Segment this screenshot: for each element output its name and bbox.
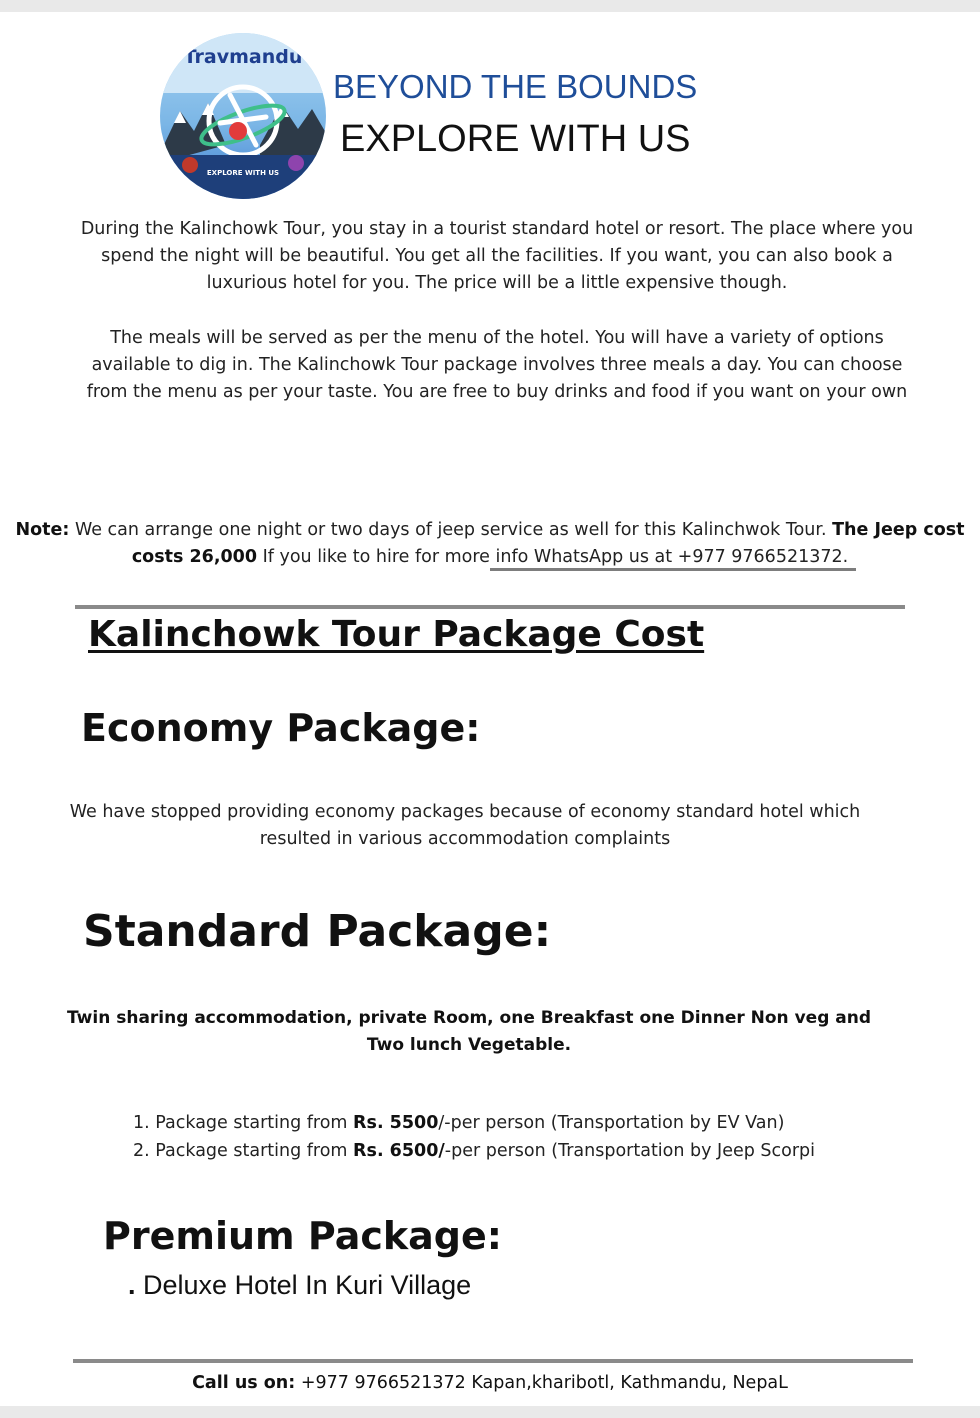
- list-item: 1. Package starting from Rs. 5500/-per person (Transportation by EV Van): [133, 1113, 785, 1133]
- note-text: We can arrange one night or two days of jeep service as well for this Kalinchwok Tour.: [69, 520, 833, 540]
- logo-tagline: EXPLORE WITH US: [206, 169, 280, 177]
- logo-wordmark: Travmandu: [183, 46, 303, 68]
- bullet: .: [128, 1270, 136, 1300]
- list-item: 2. Package starting from Rs. 6500/-per person (Transportation by Jeep Scorpi: [133, 1141, 816, 1161]
- intro-paragraph-meals: The meals will be served as per the menu of the hotel. You will have a variety of options available to dig in. The Kalinchowk Tour package involves three meals a day. You can choose from the menu as per your taste. You are free to buy drinks and food if you want on your own: [86, 328, 908, 402]
- premium-heading: Premium Package:: [103, 1214, 502, 1258]
- economy-description: We have stopped providing economy packages because of economy standard hotel which resulted in various accommodation complaints: [69, 802, 861, 849]
- note-label: Note:: [15, 520, 70, 540]
- footer-contact: [0, 1373, 980, 1393]
- standard-price-list: [133, 1109, 815, 1165]
- economy-heading: Economy Package:: [81, 706, 481, 750]
- travmandu-logo: [160, 33, 326, 199]
- intro-paragraph-accommodation: During the Kalinchowk Tour, you stay in a tourist standard hotel or resort. The place where you spend the night will be beautiful. You get all the facilities. If you want, you can also book a luxurious hotel for you. The price will be a little expensive though.: [80, 219, 914, 293]
- brand-line-1: BEYOND THE BOUNDS: [333, 68, 698, 105]
- package-cost-title: Kalinchowk Tour Package Cost: [88, 614, 705, 655]
- standard-heading: Standard Package:: [83, 906, 552, 957]
- note-jeep-cost: The Jeep cost costs 26,000: [131, 520, 965, 567]
- note-whatsapp-link[interactable]: If you like to hire for more info WhatsApp us at +977 9766521372.: [257, 547, 849, 567]
- footer-phone-address[interactable]: +977 9766521372 Kapan,kharibotl, Kathmandu, NepaL: [295, 1373, 788, 1393]
- standard-description: Twin sharing accommodation, private Room, one Breakfast one Dinner Non veg and Two lunch Vegetable.: [66, 1008, 872, 1055]
- premium-item: [128, 1270, 471, 1301]
- bottom-border: [0, 1406, 980, 1418]
- footer-divider: [73, 1359, 913, 1363]
- premium-item-text: Deluxe Hotel In Kuri Village: [135, 1270, 472, 1300]
- whatsapp-underline: [490, 568, 856, 571]
- top-border: [0, 0, 980, 12]
- footer-label: Call us on:: [192, 1373, 296, 1393]
- jeep-note: [0, 517, 980, 571]
- section-divider: [75, 605, 905, 609]
- brand-line-2: EXPLORE WITH US: [340, 118, 691, 160]
